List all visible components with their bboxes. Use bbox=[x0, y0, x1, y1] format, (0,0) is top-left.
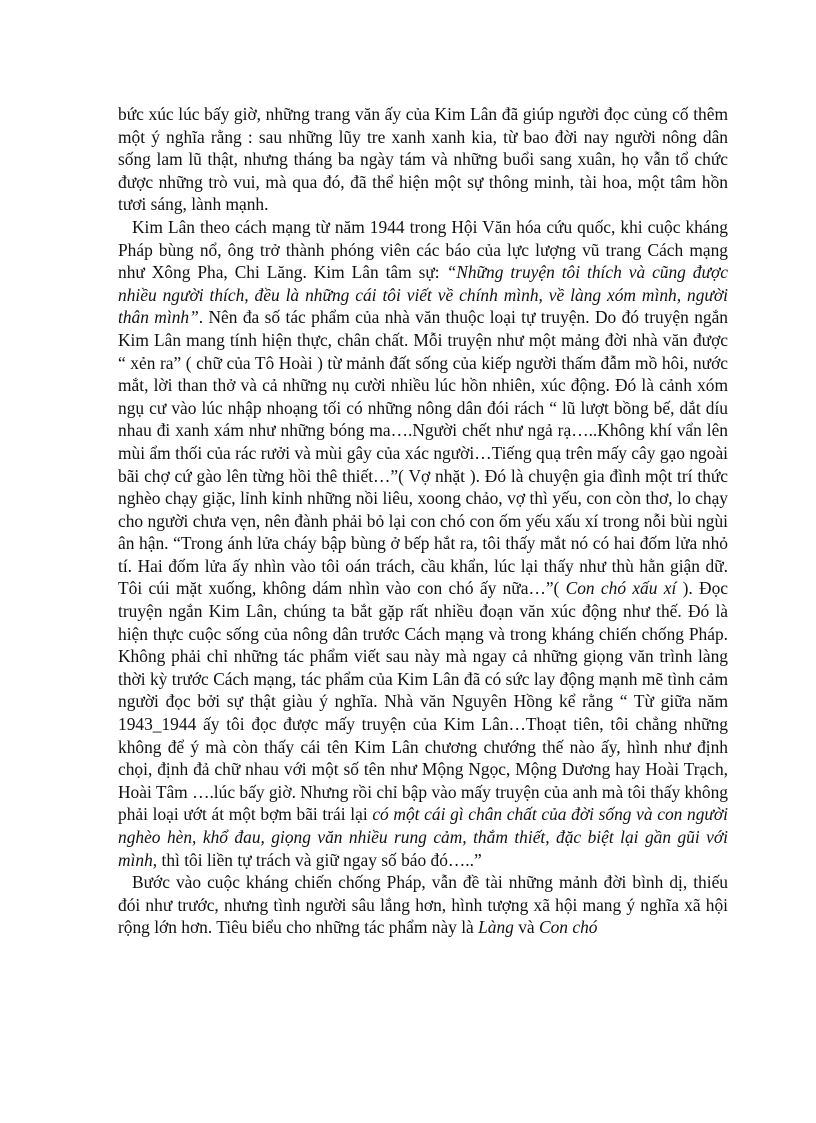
paragraph-2-text-d: , thì tôi liền tự trách và giữ ngay số báo đó…..” bbox=[152, 849, 482, 870]
paragraph-2-quote-italic: “Những truyện tôi thích và cũng được nhiều người thích, đều là những cái tôi viết về chính mình, về làng xóm mình, người thân mình” bbox=[118, 262, 728, 328]
paragraph-2-text-b: . Nên đa số tác phẩm của nhà văn thuộc loại tự truyện. Do đó truyện ngắn Kim Lân mang tính hiện thực, chân chất. Mỗi truyện như một mảng đời nhà văn được “ xẻn ra” ( chữ của Tô Hoài ) từ mảnh đất sống của kiếp người thấm đẫm mồ hôi, nước mắt, lời than thở và cả những nụ cười nhiều lúc hồn nhiên, xúc động. Đó là cảnh xóm ngụ cư vào lúc nhập nhoạng tối có những nông dân đói rách “ lũ lượt bồng bế, dắt díu nhau đi xanh xám như những bóng ma….Người chết như ngả rạ…..Không khí vẩn lên mùi ẩm thối của rác rưởi và mùi gây của xác người…Tiếng quạ trên mấy cây gạo ngoài bãi chợ cứ gào lên từng hồi thê thiết…”( Vợ nhặt ). Đó là chuyện gia đình một trí thức nghèo chạy giặc, lỉnh kỉnh những nồi liêu, xoong chảo, vợ thì yếu, con còn thơ, lo chạy cho người chưa vẹn, nên đành phải bỏ lại con chó con ốm yếu xấu xí trong nỗi bùi ngùi ân hận. “Trong ánh lửa cháy bập bùng ở bếp hắt ra, tôi thấy mắt nó có hai đốm lửa nhỏ tí. Hai đốm lửa ấy nhìn vào tôi oán trách, cầu khẩn, lúc lại thấy như thù hằn giận dữ. Tôi cúi mặt xuống, không dám nhìn vào con chó ấy nữa…”( bbox=[118, 307, 728, 599]
paragraph-1 bbox=[118, 103, 728, 216]
paragraph-3-text-b: và bbox=[513, 917, 540, 938]
paragraph-2-text-a: Kim Lân theo cách mạng từ năm 1944 trong Hội Văn hóa cứu quốc, khi cuộc kháng Pháp bùng nổ, ông trở thành phóng viên các báo của lực lượng vũ trang Cách mạng như Xông Pha, Chi Lăng. Kim Lân tâm sự: bbox=[118, 216, 728, 283]
document-page bbox=[118, 103, 728, 939]
paragraph-3-title-lang: Làng bbox=[478, 917, 514, 938]
paragraph-2-text-c: ). Đọc truyện ngắn Kim Lân, chúng ta bắt gặp rất nhiều đoạn văn xúc động như thế. Đó là hiện thực cuộc sống của nông dân trước Cách mạng và trong kháng chiến chống Pháp. Không phải chỉ những tác phẩm viết sau này mà ngay cả những giọng văn trình làng thời kỳ trước Cách mạng, tác phẩm của Kim Lân đã có sức lay động mạnh mẽ tình cảm người đọc bởi sự thật giàu ý nghĩa. Nhà văn Nguyên Hồng kể rằng “ Từ giữa năm 1943_1944 ấy tôi đọc được mấy truyện của Kim Lân…Thoạt tiên, tôi chẳng những không để ý mà còn thấy cái tên Kim Lân chương chướng thế nào ấy, hình như định chọi, định đả chữ nhau với một số tên như Mộng Ngọc, Mộng Dương hay Hoài Trạch, Hoài Tâm ….lúc bấy giờ. Nhưng rồi chỉ bập vào mấy truyện của anh mà tôi thấy không phải loại ướt át một bợm bãi trái lại bbox=[118, 578, 728, 825]
paragraph-3-title-con-cho: Con chó bbox=[539, 917, 598, 938]
paragraph-3-text-a: Bước vào cuộc kháng chiến chống Pháp, vẫn đề tài những mảnh đời bình dị, thiếu đói như trước, nhưng tình người sâu lắng hơn, hình tượng xã hội mang ý nghĩa xã hội rộng lớn hơn. Tiêu biểu cho những tác phẩm này là bbox=[118, 872, 728, 938]
paragraph-3 bbox=[118, 871, 728, 939]
paragraph-2-quote-italic-2: có một cái gì chân chất của đời sống và con người nghèo hèn, khổ đau, giọng văn nhiều rung cảm, thắm thiết, đặc biệt lại gần gũi với mình bbox=[118, 804, 728, 870]
paragraph-2-title-italic: Con chó xấu xí bbox=[565, 578, 677, 599]
paragraph-1-text: bức xúc lúc bấy giờ, những trang văn ấy của Kim Lân đã giúp người đọc củng cố thêm một ý nghĩa rằng : sau những lũy tre xanh xanh kia, từ bao đời nay người nông dân sống lam lũ thật, nhưng tháng ba ngày tám và những buổi sang xuân, họ vẫn tổ chức được những trò vui, mà qua đó, đã thể hiện một sự thông minh, tài hoa, một tâm hồn tươi sáng, lành mạnh. bbox=[118, 104, 728, 215]
paragraph-2 bbox=[118, 216, 728, 871]
